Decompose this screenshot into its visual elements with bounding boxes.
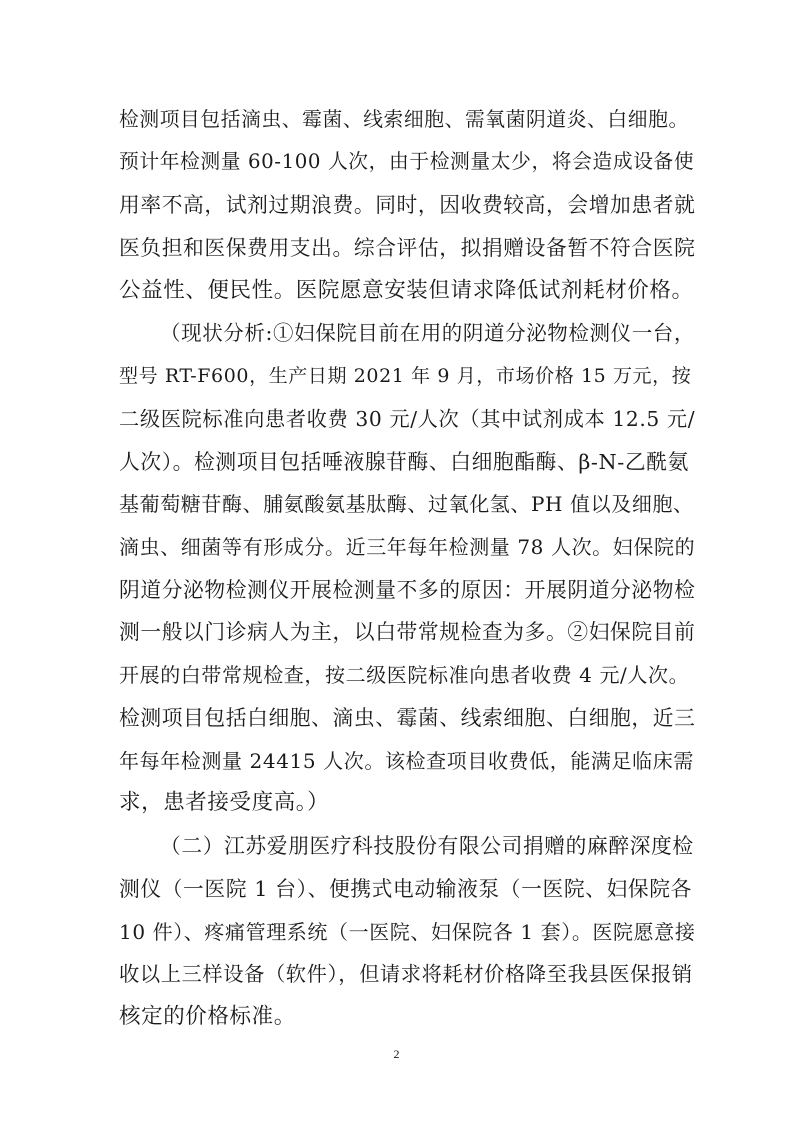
paragraph-line: （现状分析:①妇保院目前在用的阴道分泌物检测仪一台， (160, 321, 696, 345)
paragraph-line: 测一般以门诊病人为主，以白带常规检查为多。②妇保院目前 (119, 620, 696, 644)
paragraph-line: 检测项目包括白细胞、滴虫、霉菌、线索细胞、白细胞，近三 (119, 706, 696, 730)
paragraph-line: 开展的白带常规检查，按二级医院标准向患者收费 4 元/人次。 (119, 663, 690, 687)
paragraph-line: 收以上三样设备（软件），但请求将耗材价格降至我县医保报销 (119, 962, 693, 986)
paragraph-line: 10 件）、疼痛管理系统（一医院、妇保院各 1 套）。医院愿意接 (119, 920, 696, 944)
paragraph-line: 滴虫、细菌等有形成分。近三年每年检测量 78 人次。妇保院的 (119, 535, 696, 559)
paragraph-line: 年每年检测量 24415 人次。该检查项目收费低，能满足临床需 (119, 749, 694, 773)
paragraph-line: 用率不高，试剂过期浪费。同时，因收费较高，会增加患者就 (119, 193, 696, 217)
paragraph-line: （二）江苏爱朋医疗科技股份有限公司捐赠的麻醉深度检 (160, 834, 694, 858)
paragraph-line: 预计年检测量 60-100 人次，由于检测量太少，将会造成设备使 (119, 150, 695, 173)
paragraph-line: 公益性、便民性。医院愿意安装但请求降低试剂耗材价格。 (119, 278, 694, 303)
paragraph-line: 型号 RT-F600，生产日期 2021 年 9 月，市场价格 15 万元，按 (119, 365, 692, 387)
paragraph-line: 人次）。检测项目包括唾液腺苷酶、白细胞酯酶、β-N-乙酰氨 (119, 450, 689, 474)
paragraph-line: 医负担和医保费用支出。综合评估，拟捐赠设备暂不符合医院 (119, 236, 696, 260)
paragraph-line: 基葡萄糖苷酶、脯氨酸氨基肽酶、过氧化氢、PH 值以及细胞、 (119, 492, 694, 516)
paragraph-line: 测仪（一医院 1 台）、便携式电动输液泵（一医院、妇保院各 (119, 877, 692, 901)
paragraph-line: 二级医院标准向患者收费 30 元/人次（其中试剂成本 12.5 元/ (119, 407, 696, 431)
page-number: 2 (393, 1047, 400, 1061)
paragraph-line: 阴道分泌物检测仪开展检测量不多的原因：开展阴道分泌物检 (119, 578, 696, 602)
paragraph-line: 求，患者接受度高。） (119, 790, 330, 815)
paragraph-line: 核定的价格标准。 (119, 1004, 296, 1029)
paragraph-line: 检测项目包括滴虫、霉菌、线索细胞、需氧菌阴道炎、白细胞。 (119, 108, 689, 131)
